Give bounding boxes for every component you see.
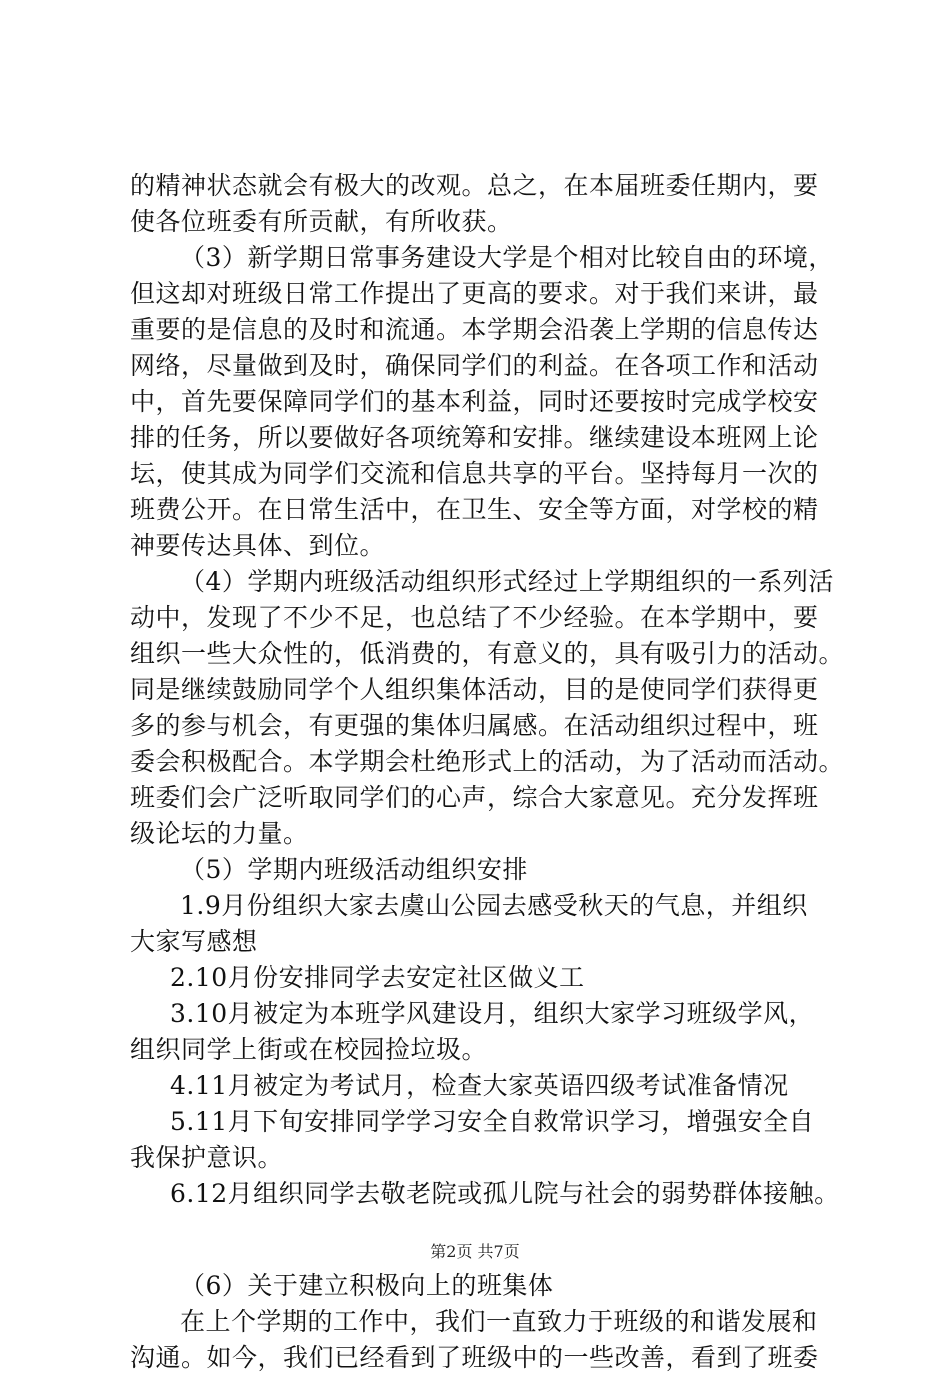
text-line: 班费公开。在日常生活中，在卫生、安全等方面，对学校的精 <box>130 495 819 524</box>
text-line: 委会积极配合。本学期会杜绝形式上的活动，为了活动而活动。 <box>130 747 845 776</box>
text-line: 网络，尽量做到及时，确保同学们的利益。在各项工作和活动 <box>130 351 819 380</box>
text-line: 重要的是信息的及时和流通。本学期会沿袭上学期的信息传达 <box>130 315 819 344</box>
text-line: 使各位班委有所贡献，有所收获。 <box>130 207 513 236</box>
text-line: 的精神状态就会有极大的改观。总之，在本届班委任期内，要 <box>130 171 819 200</box>
section-heading-3: （3）新学期日常事务建设大学是个相对比较自由的环境， <box>180 243 834 272</box>
text-line: 沟通。如今，我们已经看到了班级中的一些改善，看到了班委 <box>130 1343 819 1372</box>
section-heading-4: （4）学期内班级活动组织形式经过上学期组织的一系列活 <box>180 567 834 596</box>
text-line: 级论坛的力量。 <box>130 819 309 848</box>
text-line: 班委们会广泛听取同学们的心声，综合大家意见。充分发挥班 <box>130 783 819 812</box>
text-line: 在上个学期的工作中，我们一直致力于班级的和谐发展和 <box>180 1307 818 1336</box>
list-item: 3.10月被定为本班学风建设月，组织大家学习班级学风， <box>170 999 815 1028</box>
section-heading-6: （6）关于建立积极向上的班集体 <box>180 1271 554 1300</box>
section-heading-5: （5）学期内班级活动组织安排 <box>180 855 528 884</box>
list-item-continuation: 组织同学上街或在校园捡垃圾。 <box>130 1035 488 1064</box>
text-line: 动中，发现了不少不足，也总结了不少经验。在本学期中，要 <box>130 603 819 632</box>
list-item: 4.11月被定为考试月，检查大家英语四级考试准备情况 <box>170 1071 789 1100</box>
text-line: 排的任务，所以要做好各项统筹和安排。继续建设本班网上论 <box>130 423 819 452</box>
list-item: 5.11月下旬安排同学学习安全自救常识学习，增强安全自 <box>170 1107 815 1136</box>
text-line: 多的参与机会，有更强的集体归属感。在活动组织过程中，班 <box>130 711 819 740</box>
text-line: 坛，使其成为同学们交流和信息共享的平台。坚持每月一次的 <box>130 459 819 488</box>
text-line: 神要传达具体、到位。 <box>130 531 386 560</box>
list-item-continuation: 我保护意识。 <box>130 1143 284 1172</box>
text-line: 但这却对班级日常工作提出了更高的要求。对于我们来讲，最 <box>130 279 819 308</box>
text-line: 中，首先要保障同学们的基本利益，同时还要按时完成学校安 <box>130 387 819 416</box>
list-item: 6.12月组织同学去敬老院或孤儿院与社会的弱势群体接触。 <box>170 1179 840 1208</box>
text-line: 同是继续鼓励同学个人组织集体活动，目的是使同学们获得更 <box>130 675 819 704</box>
page-number-footer: 第2页 共7页 <box>430 1242 520 1261</box>
list-item-continuation: 大家写感想 <box>130 927 258 956</box>
text-line: 组织一些大众性的，低消费的，有意义的，具有吸引力的活动。 <box>130 639 845 668</box>
document-body <box>130 168 845 1376</box>
list-item: 2.10月份安排同学去安定社区做义工 <box>170 963 585 992</box>
list-item: 1.9月份组织大家去虞山公园去感受秋天的气息，并组织 <box>180 891 808 920</box>
